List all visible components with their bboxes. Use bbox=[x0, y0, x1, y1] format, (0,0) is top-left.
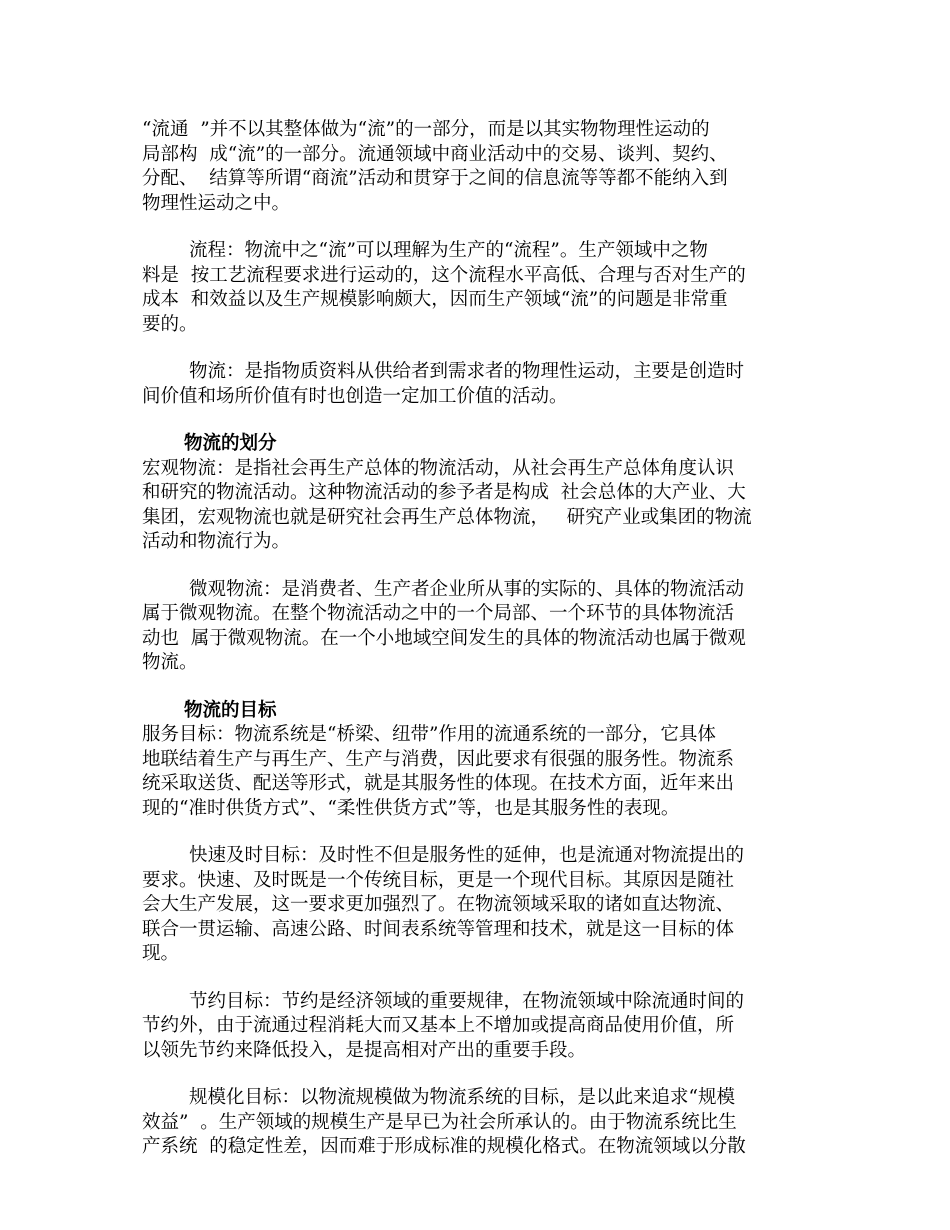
text-line: 流程：物流中之“流”可以理解为生产的“流程”。生产领域中之物 bbox=[142, 240, 708, 261]
text-line: 联合一贯运输、高速公路、时间表系统等管理和技术，就是这一目标的体 bbox=[142, 918, 735, 940]
text-line: 成本 和效益以及生产规模影响颇大，因而生产领域“流”的问题是非常重 bbox=[142, 289, 728, 310]
text-line: 统采取送货、配送等形式，就是其服务性的体现。在技术方面，近年来出 bbox=[142, 773, 735, 794]
text-line: 节约目标：节约是经济领域的重要规律，在物流领域中除流通时间的 bbox=[142, 990, 745, 1012]
paragraph-gap bbox=[142, 1063, 854, 1086]
text-line: 地联结着生产与再生产、生产与消费，因此要求有很强的服务性。物流系 bbox=[142, 748, 735, 770]
text-line: 服务目标：物流系统是“桥梁、纽带”作用的流通系统的一部分，它具体 bbox=[142, 724, 716, 745]
text-line: 规模化目标：以物流规模做为物流系统的目标，是以此来追求“规模 bbox=[142, 1087, 736, 1108]
paragraph-gap bbox=[142, 821, 854, 844]
text-line: 物流。 bbox=[142, 652, 198, 673]
text-line: 产系统 的稳定性差，因而难于形成标准的规模化格式。在物流领域以分散 bbox=[142, 1136, 746, 1157]
paragraph-9 bbox=[142, 1086, 854, 1160]
text-line: 以领先节约来降低投入，是提高相对产出的重要手段。 bbox=[142, 1039, 587, 1061]
text-line: “流通 ”并不以其整体做为“流”的一部分，而是以其实物物理性运动的 bbox=[142, 119, 710, 140]
paragraph-gap bbox=[142, 409, 854, 432]
text-line: 现。 bbox=[142, 943, 180, 964]
paragraph-1 bbox=[142, 118, 854, 216]
text-line: 活动和物流行为。 bbox=[142, 531, 291, 552]
text-line: 要求。快速、及时既是一个传统目标，更是一个现代目标。其原因是随社 bbox=[142, 869, 735, 891]
text-line: 物理性运动之中。 bbox=[142, 192, 291, 214]
text-line: 和研究的物流活动。这种物流活动的参予者是构成 社会总体的大产业、大 bbox=[142, 482, 746, 503]
text-line: 现的“准时供货方式”、“柔性供货方式”等，也是其服务性的表现。 bbox=[142, 797, 680, 819]
text-line: 效益” 。生产领域的规模生产是早已为社会所承认的。由于物流系统比生 bbox=[142, 1111, 737, 1133]
paragraph-gap bbox=[142, 337, 854, 360]
text-line: 会大生产发展，这一要求更加强烈了。在物流领域采取的诸如直达物流、 bbox=[142, 894, 735, 915]
text-line: 属于微观物流。在整个物流活动之中的一个局部、一个环节的具体物流活 bbox=[142, 603, 735, 624]
section-heading: 物流的划分 bbox=[184, 433, 277, 454]
text-line: 物流：是指物质资料从供给者到需求者的物理性运动，主要是创造时 bbox=[142, 361, 745, 382]
text-line: 动也 属于微观物流。在一个小地域空间发生的具体的物流活动也属于微观 bbox=[142, 627, 746, 649]
paragraph-gap bbox=[142, 555, 854, 578]
text-line: 节约外，由于流通过程消耗大而又基本上不增加或提高商品使用价值，所 bbox=[142, 1015, 735, 1036]
paragraph-gap bbox=[142, 676, 854, 699]
paragraph-2 bbox=[142, 239, 854, 337]
text-line: 分配、 结算等所谓“商流”活动和贯穿于之间的信息流等等都不能纳入到 bbox=[142, 168, 728, 189]
text-line: 微观物流：是消费者、生产者企业所从事的实际的、具体的物流活动 bbox=[142, 578, 745, 600]
document-page bbox=[142, 118, 854, 1160]
paragraph-gap bbox=[142, 967, 854, 990]
paragraph-8 bbox=[142, 990, 854, 1064]
paragraph-3 bbox=[142, 360, 854, 409]
paragraph-7 bbox=[142, 844, 854, 967]
paragraph-4 bbox=[142, 457, 854, 555]
text-line: 间价值和场所价值有时也创造一定加工价值的活动。 bbox=[142, 385, 568, 407]
text-line: 料是 按工艺流程要求进行运动的，这个流程水平高低、合理与否对生产的 bbox=[142, 264, 746, 286]
section-heading: 物流的目标 bbox=[184, 699, 277, 721]
text-line: 局部构 成“流”的一部分。流通领域中商业活动中的交易、谈判、契约、 bbox=[142, 143, 728, 165]
paragraph-5 bbox=[142, 578, 854, 676]
text-line: 快速及时目标：及时性不但是服务性的延伸，也是流通对物流提出的 bbox=[142, 845, 745, 866]
paragraph-6 bbox=[142, 723, 854, 821]
text-line: 要的。 bbox=[142, 313, 198, 335]
text-line: 宏观物流：是指社会再生产总体的物流活动，从社会再生产总体角度认识 bbox=[142, 457, 735, 479]
paragraph-gap bbox=[142, 216, 854, 239]
text-line: 集团，宏观物流也就是研究社会再生产总体物流， 研究产业或集团的物流 bbox=[142, 506, 752, 528]
